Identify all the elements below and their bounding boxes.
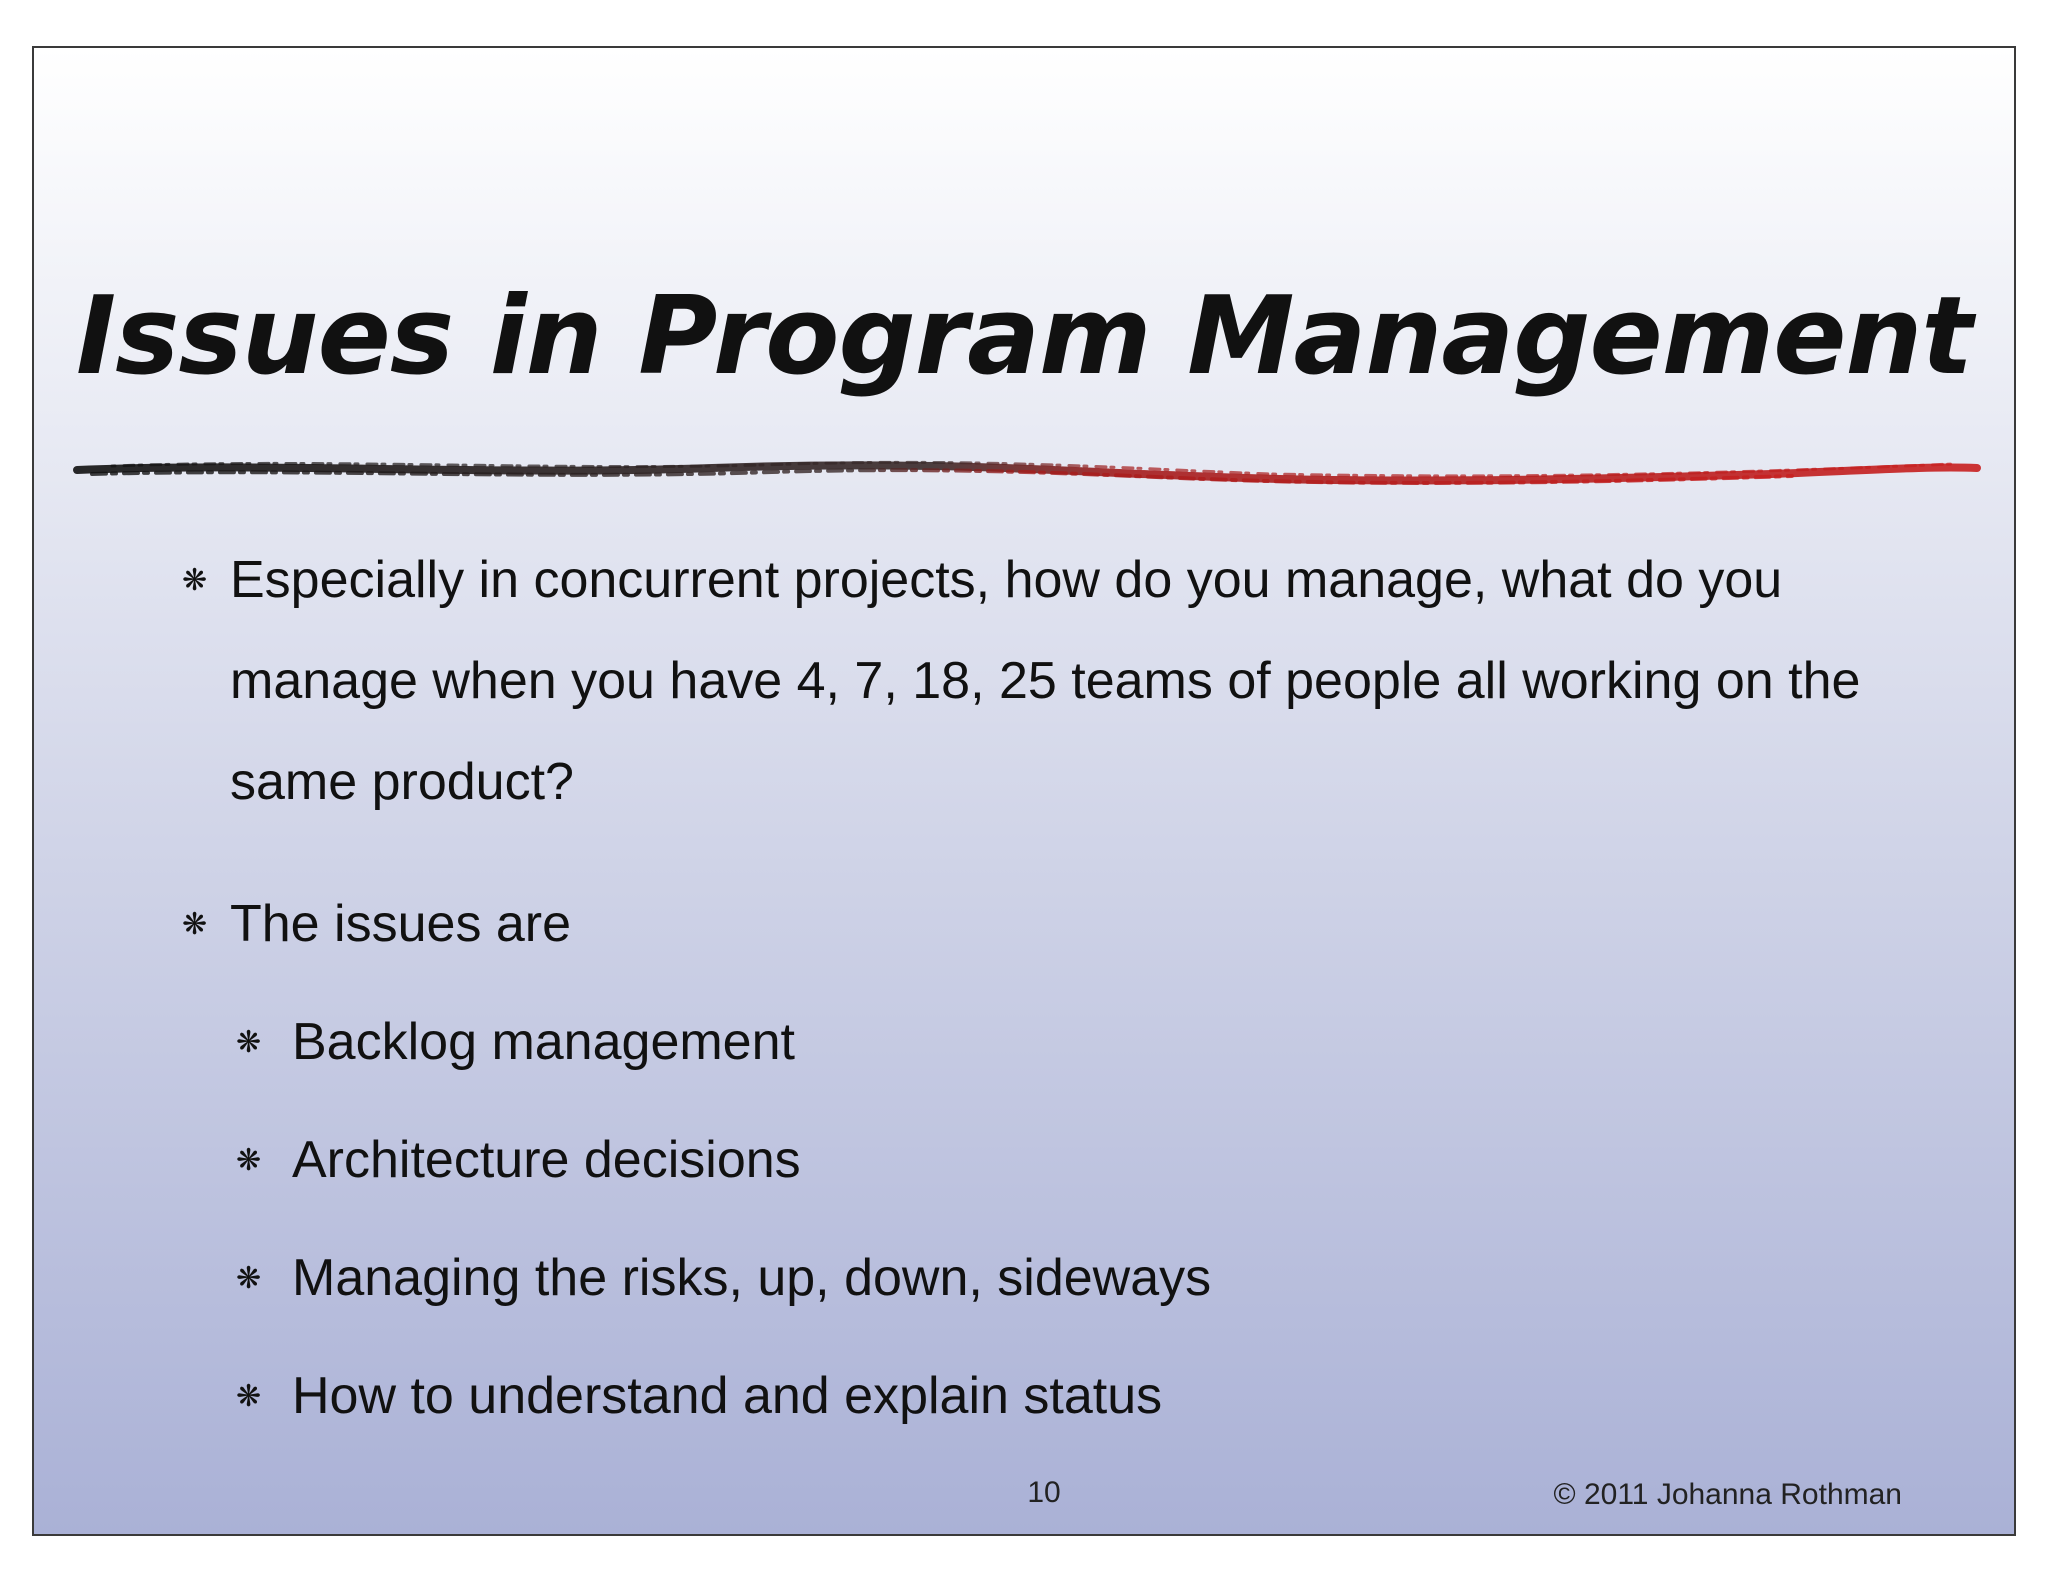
sub-bullet-text: Managing the risks, up, down, sideways bbox=[292, 1249, 1212, 1307]
sub-bullet-status bbox=[236, 1346, 1163, 1447]
bullet-marker: ❋ bbox=[182, 564, 208, 597]
slide-title: Issues in Program Management bbox=[75, 274, 1973, 399]
sub-bullet-text: Backlog management bbox=[292, 1013, 795, 1071]
sub-bullet-text: How to understand and explain status bbox=[292, 1367, 1163, 1425]
bullet-item-concurrent-projects bbox=[182, 530, 1930, 833]
sub-bullet-marker: ❋ bbox=[236, 1026, 262, 1059]
sub-bullet-backlog-management bbox=[236, 992, 795, 1093]
bullet-item-issues bbox=[182, 874, 572, 975]
sub-bullet-text: Architecture decisions bbox=[292, 1131, 801, 1189]
sub-bullet-marker: ❋ bbox=[236, 1144, 262, 1177]
bullet-text: The issues are bbox=[230, 895, 572, 953]
sub-bullet-managing-risks bbox=[236, 1228, 1212, 1329]
bullet-text: Especially in concurrent projects, how do you manage, what do you manage when you have 4, 7, 18, 25 teams of people all working on the same product? bbox=[230, 551, 1861, 811]
sub-bullet-marker: ❋ bbox=[236, 1262, 262, 1295]
sub-bullet-architecture-decisions bbox=[236, 1110, 801, 1211]
bullet-list bbox=[34, 48, 2014, 1534]
page-number: 10 bbox=[1027, 1476, 1061, 1509]
copyright-notice: © 2011 Johanna Rothman bbox=[1553, 1478, 1902, 1511]
slide bbox=[32, 46, 2016, 1536]
sub-bullet-marker: ❋ bbox=[236, 1380, 262, 1413]
bullet-marker: ❋ bbox=[182, 908, 208, 941]
